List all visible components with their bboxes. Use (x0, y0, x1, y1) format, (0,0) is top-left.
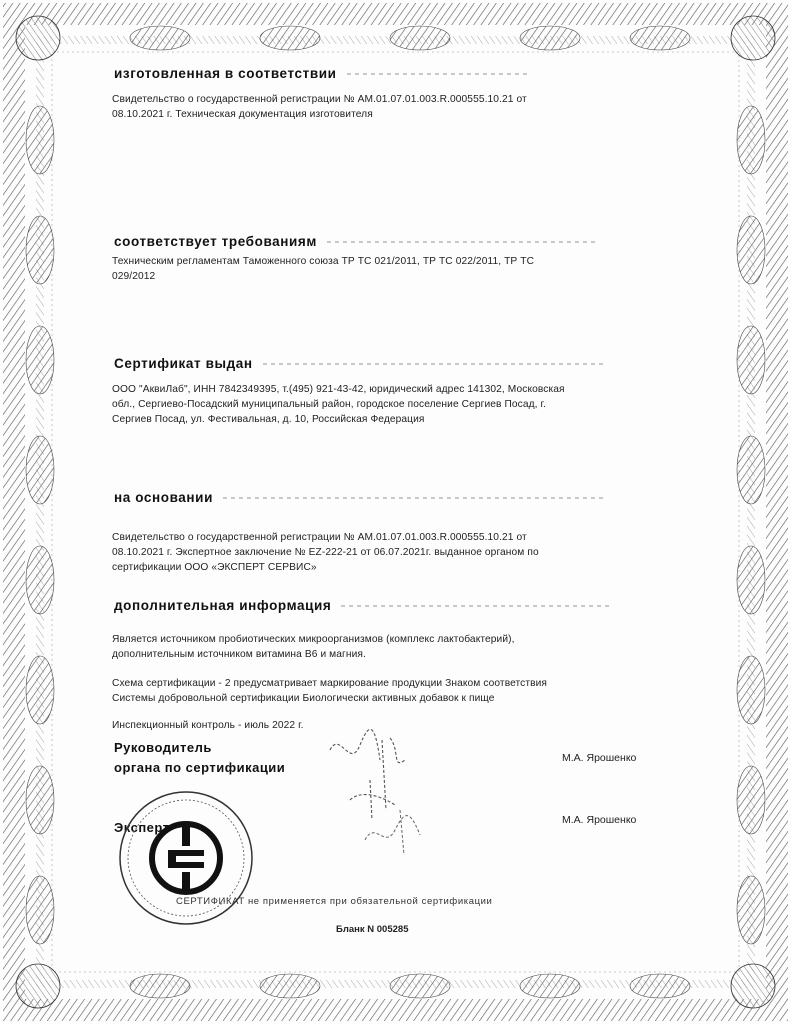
expert-label: Эксперт (114, 820, 170, 835)
text-line: Свидетельство о государственной регистрации № АМ.01.07.01.003.R.000555.10.21 от (112, 94, 527, 105)
label-line: органа по сертификации (114, 760, 286, 775)
text-line: Сергиев Посад, ул. Фестивальная, д. 10, Российская Федерация (112, 414, 425, 425)
text-line: Инспекционный контроль - июль 2022 г. (112, 720, 304, 731)
label-line: Руководитель (114, 740, 212, 755)
text-line: Техническим регламентам Таможенного союза ТР ТС 021/2011, ТР ТС 022/2011, ТР ТС (112, 256, 535, 267)
heading-text: Сертификат выдан (114, 356, 253, 371)
section-heading-basis (114, 490, 603, 505)
section-text-additional (112, 632, 657, 733)
dotted-fill (341, 605, 611, 607)
text-line: Схема сертификации - 2 предусматривает маркирование продукции Знаком соответствия (112, 678, 548, 689)
section-heading-manufactured (114, 66, 527, 81)
section-heading-issued-to (114, 356, 603, 371)
dotted-fill (327, 241, 597, 243)
text-line: Свидетельство о государственной регистрации № АМ.01.07.01.003.R.000555.10.21 от (112, 532, 527, 543)
section-heading-additional (114, 598, 611, 613)
heading-text: соответствует требованиям (114, 234, 317, 249)
section-text-issued-to (112, 382, 657, 427)
blank-number: Бланк N 005285 (336, 924, 409, 935)
dotted-fill (347, 73, 527, 75)
text-line: Является источником пробиотических микроорганизмов (комплекс лактобактерий), (112, 634, 515, 645)
section-heading-conforms (114, 234, 597, 249)
text-line: сертификации ООО «ЭКСПЕРТ СЕРВИС» (112, 562, 317, 573)
dotted-fill (223, 497, 603, 499)
heading-text: дополнительная информация (114, 598, 332, 613)
expert-name: М.А. Ярошенко (562, 814, 637, 826)
heading-text: изготовленная в соответствии (114, 66, 337, 81)
text-line: 08.10.2021 г. Техническая документация изготовителя (112, 109, 373, 120)
text-line: 029/2012 (112, 271, 156, 282)
text-line: 08.10.2021 г. Экспертное заключение № EZ-222-21 от 06.07.2021г. выданное органом по (112, 547, 539, 558)
head-name: М.А. Ярошенко (562, 752, 637, 764)
text-line: Системы добровольной сертификации Биологически активных добавок к пище (112, 693, 495, 704)
footer-note: СЕРТИФИКАТ не применяется при обязательной сертификации (176, 896, 493, 907)
dotted-fill (263, 363, 603, 365)
text-line: дополнительным источником витамина В6 и магния. (112, 649, 366, 660)
section-text-manufactured (112, 92, 657, 122)
expert-signature (360, 800, 440, 860)
section-text-conforms (112, 254, 657, 284)
text-line: обл., Сергиево-Посадский муниципальный район, городское поселение Сергиев Посад, г. (112, 399, 547, 410)
section-text-basis (112, 530, 657, 575)
head-of-body-label (114, 738, 285, 778)
seal-stamp (116, 788, 256, 928)
text-line: ООО "АквиЛаб", ИНН 7842349395, т.(495) 921-43-42, юридический адрес 141302, Московская (112, 384, 565, 395)
heading-text: на основании (114, 490, 213, 505)
